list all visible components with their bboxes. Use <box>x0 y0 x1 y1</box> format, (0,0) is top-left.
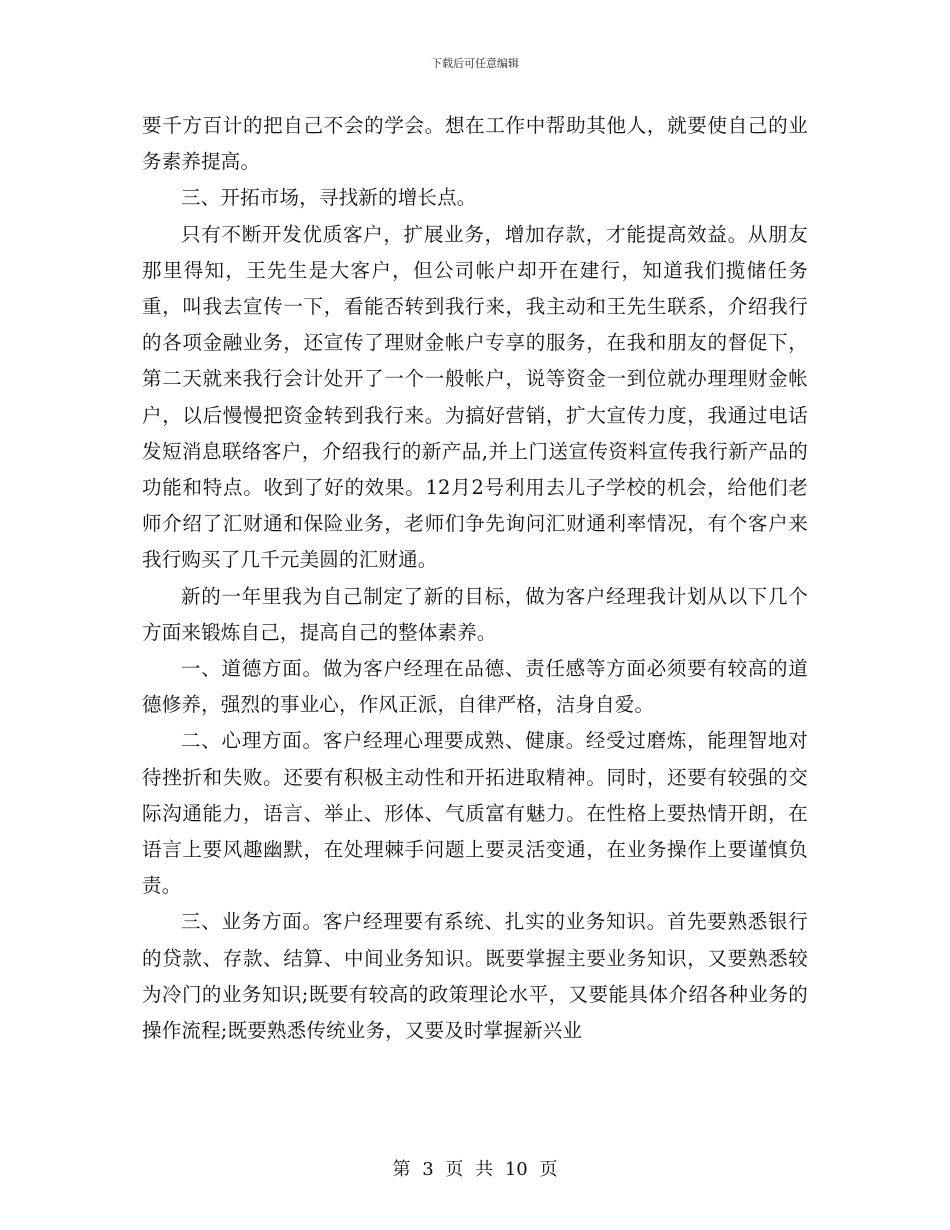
paragraph: 要千方百计的把自己不会的学会。想在工作中帮助其他人，就要使自己的业务素养提高。 <box>142 114 808 174</box>
document-body <box>142 108 808 1049</box>
paragraph: 三、业务方面。客户经理要有系统、扎实的业务知识。首先要熟悉银行的贷款、存款、结算、中间业务知识。既要掌握主要业务知识，又要熟悉较为冷门的业务知识;既要有较高的政策理论水平，又要能具体介绍各种业务的操作流程;既要熟悉传统业务，又要及时掌握新兴业 <box>142 910 808 1043</box>
paragraph: 一、道德方面。做为客户经理在品德、责任感等方面必须要有较高的道德修养，强烈的事业心，作风正派，自律严格，洁身自爱。 <box>142 657 808 717</box>
paragraph: 新的一年里我为自己制定了新的目标，做为客户经理我计划从以下几个方面来锻炼自己，提高自己的整体素养。 <box>142 584 808 644</box>
paragraph: 二、心理方面。客户经理心理要成熟、健康。经受过磨炼，能理智地对待挫折和失败。还要有积极主动性和开拓进取精神。同时，还要有较强的交际沟通能力，语言、举止、形体、气质富有魅力。在性格上要热情开朗，在语言上要风趣幽默，在处理棘手问题上要灵活变通，在业务操作上要谨慎负责。 <box>142 729 808 898</box>
page-number: 第 3 页 共 10 页 <box>392 1159 558 1180</box>
paragraph: 只有不断开发优质客户，扩展业务，增加存款，才能提高效益。从朋友那里得知，王先生是大客户，但公司帐户却开在建行，知道我们揽储任务重，叫我去宣传一下，看能否转到我行来，我主动和王先生联系，介绍我行的各项金融业务，还宣传了理财金帐户专享的服务，在我和朋友的督促下，第二天就来我行会计处开了一个一般帐户，说等资金一到位就办理理财金帐户，以后慢慢把资金转到我行来。为搞好营销，扩大宣传力度，我通过电话发短消息联络客户，介绍我行的新产品,并上门送宣传资料宣传我行新产品的功能和特点。收到了好的效果。12月2号利用去儿子学校的机会，给他们老师介绍了汇财通和保险业务，老师们争先询问汇财通利率情况，有个客户来我行购买了几千元美圆的汇财通。 <box>142 222 808 572</box>
header-note: 下载后可任意编辑 <box>431 57 519 70</box>
paragraph: 三、开拓市场，寻找新的增长点。 <box>181 186 477 210</box>
